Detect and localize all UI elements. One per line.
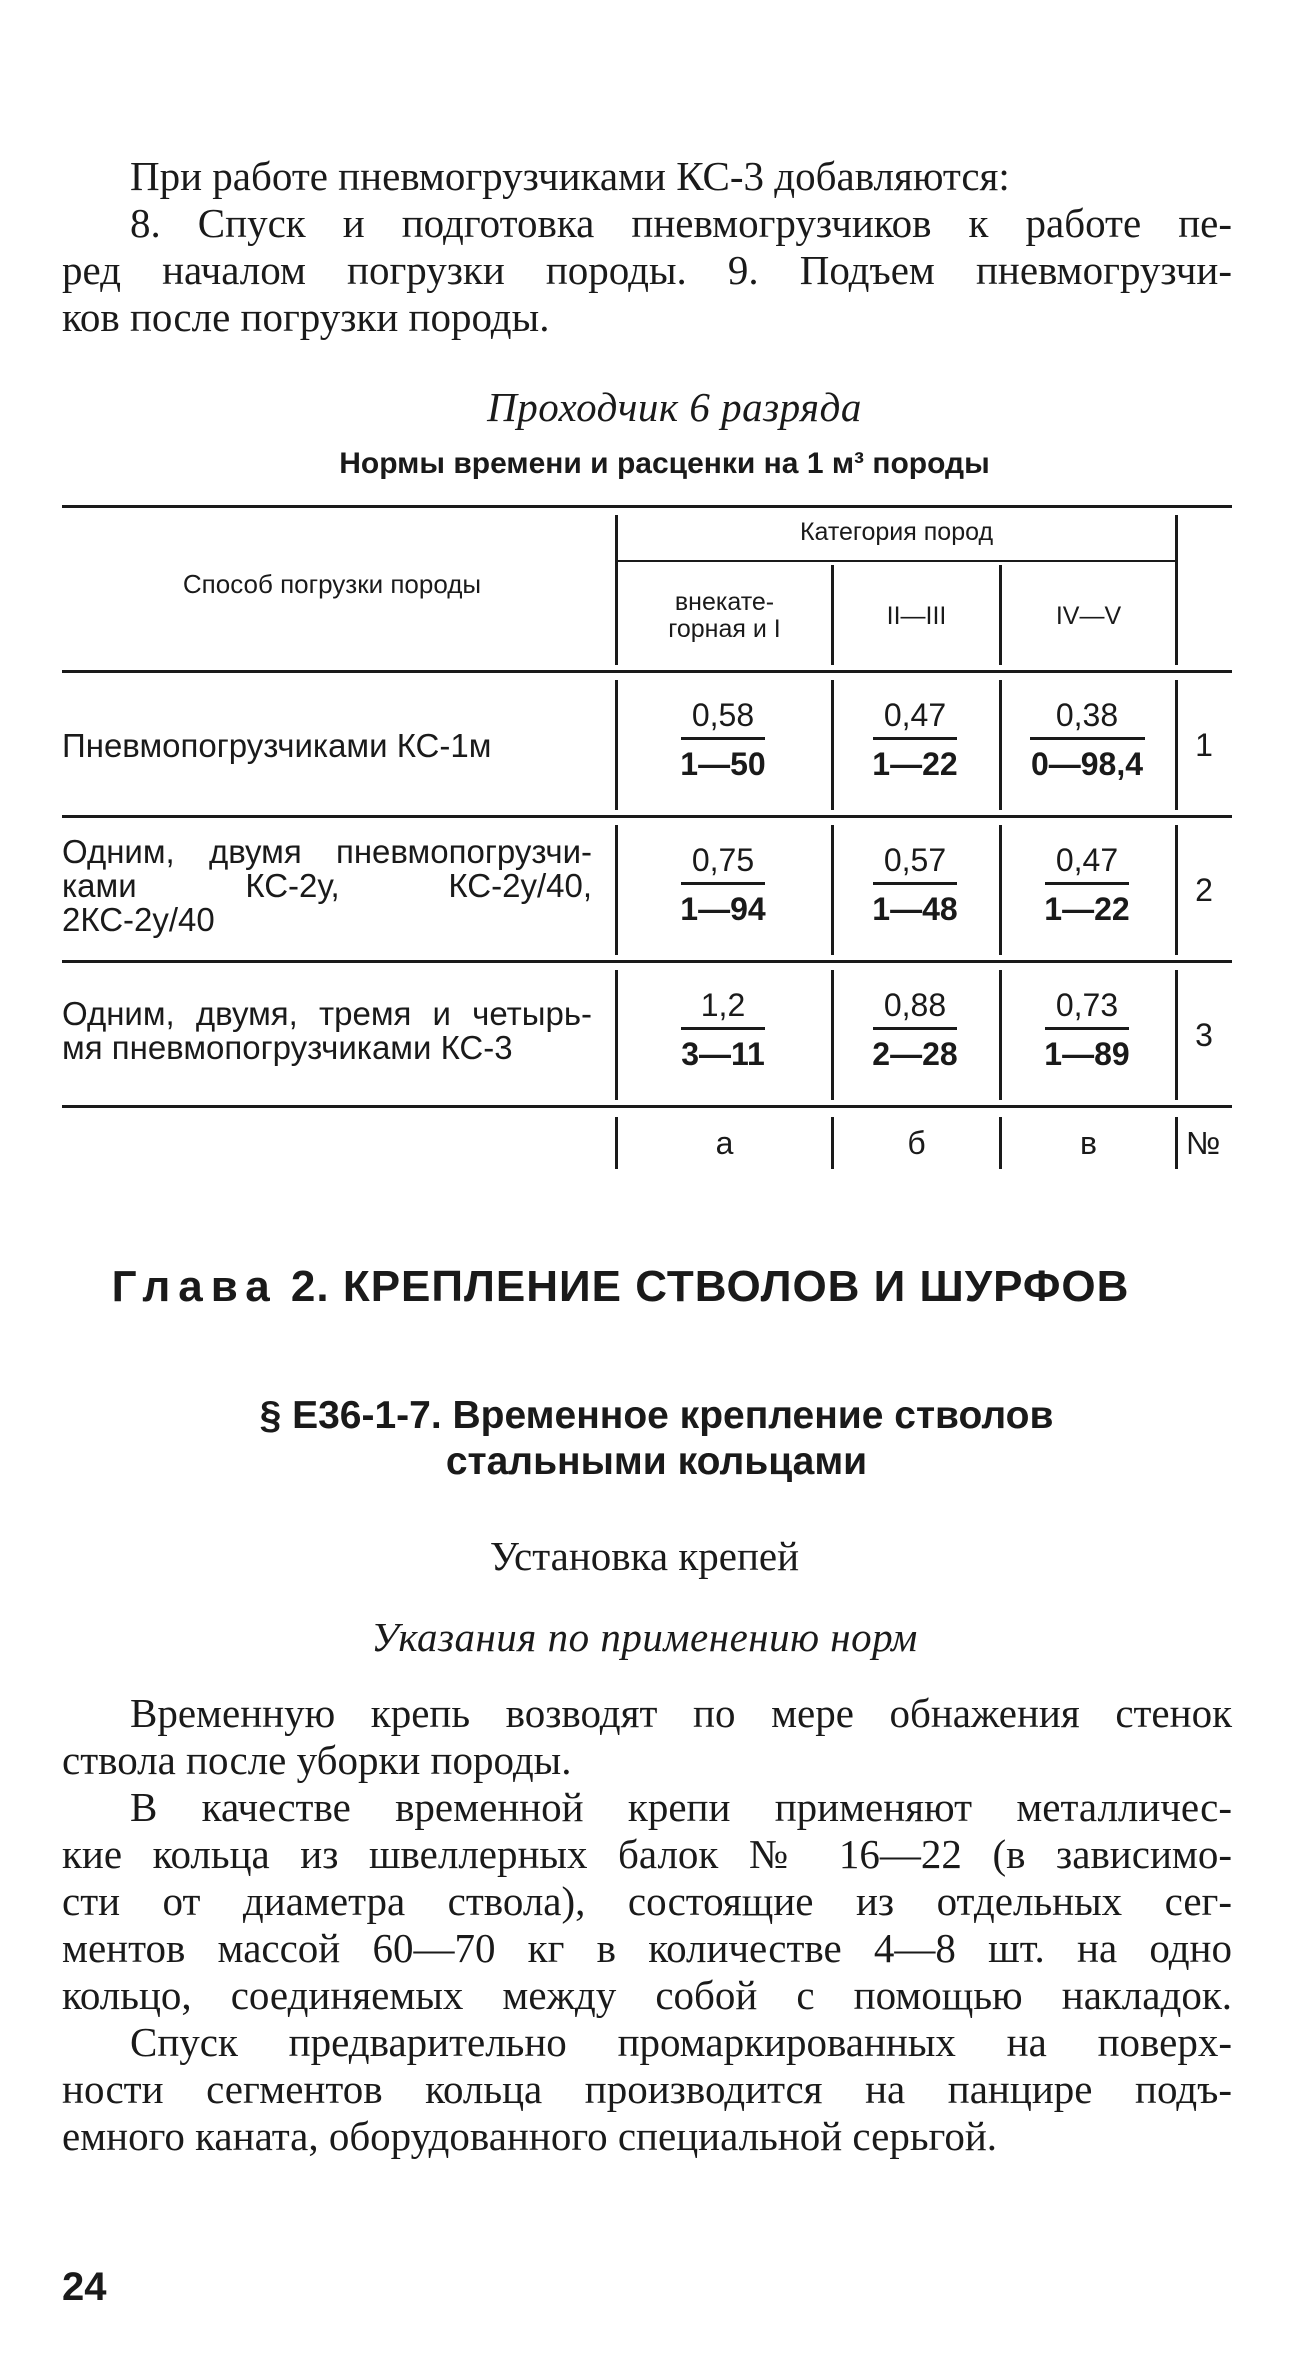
norms-table bbox=[62, 505, 1232, 1190]
rate: 3—11 bbox=[681, 1036, 765, 1072]
fraction-bar bbox=[1045, 1027, 1129, 1030]
fraction-bar bbox=[1030, 737, 1145, 740]
body-line: кольцо, соединяемых между собой с помощью накладок. bbox=[62, 1972, 1232, 2018]
chapter-heading bbox=[0, 1262, 1265, 1312]
table-caption: Нормы времени и расценки на 1 м³ породы bbox=[339, 447, 990, 480]
body-line: емного каната, оборудованного специальной серьгой. bbox=[62, 2113, 998, 2159]
category-underline bbox=[615, 560, 1175, 562]
fraction-bar bbox=[873, 882, 957, 885]
time-norm: 0,73 bbox=[1055, 987, 1119, 1023]
fraction-bar bbox=[873, 737, 957, 740]
table-header-rule bbox=[62, 670, 1232, 673]
rate: 1—22 bbox=[872, 746, 958, 782]
fraction-bar bbox=[681, 1027, 765, 1030]
intro-line: ков после погрузки породы. bbox=[62, 294, 550, 340]
row-label bbox=[62, 729, 592, 763]
row-number: 2 bbox=[1195, 872, 1213, 908]
table-top-rule bbox=[62, 505, 1232, 508]
norm-cell bbox=[648, 985, 798, 1074]
rate: 1—89 bbox=[1044, 1036, 1130, 1072]
row-label bbox=[62, 997, 592, 1065]
instructions-heading: Указания по применению норм bbox=[371, 1614, 918, 1660]
column-letter: а bbox=[715, 1125, 734, 1161]
rate: 0—98,4 bbox=[1030, 746, 1144, 782]
time-norm: 0,75 bbox=[691, 842, 755, 878]
row-label-line: мя пневмопогрузчиками КС-3 bbox=[62, 1029, 513, 1066]
row-label-line: ками КС-2у, КС-2у/40, bbox=[62, 867, 592, 904]
col-divider bbox=[999, 970, 1002, 1100]
fraction-bar bbox=[681, 882, 765, 885]
body-paragraph-3 bbox=[62, 2019, 1232, 2160]
body-line: Спуск предварительно промаркированных на поверх- bbox=[130, 2019, 1232, 2065]
subheader-a-line: горная и I bbox=[668, 615, 781, 643]
body-paragraph-2 bbox=[62, 1784, 1232, 2019]
subheader-c: IV—V bbox=[1055, 602, 1122, 630]
col-header-category: Категория пород bbox=[799, 518, 994, 546]
body-paragraph-1 bbox=[62, 1690, 1232, 1784]
section-heading bbox=[12, 1393, 1289, 1485]
norm-cell bbox=[1012, 695, 1162, 784]
time-norm: 0,47 bbox=[1055, 842, 1119, 878]
col-divider bbox=[831, 825, 834, 955]
fraction-bar bbox=[873, 1027, 957, 1030]
row-label-line: Одним, двумя пневмопогрузчи- bbox=[62, 833, 592, 870]
body-line: Временную крепь возводят по мере обнажения стенок bbox=[130, 1690, 1232, 1736]
time-norm: 0,47 bbox=[883, 697, 947, 733]
row-number: 3 bbox=[1195, 1017, 1213, 1053]
intro-line: 8. Спуск и подготовка пневмогрузчиков к работе пе- bbox=[130, 200, 1232, 246]
worker-heading: Проходчик 6 разряда bbox=[487, 384, 862, 430]
col-divider bbox=[615, 825, 618, 955]
time-norm: 0,57 bbox=[883, 842, 947, 878]
subheading: Установка крепей bbox=[489, 1533, 800, 1579]
col-divider bbox=[1175, 680, 1178, 810]
time-norm: 0,58 bbox=[691, 697, 755, 733]
chapter-title: 2. КРЕПЛЕНИЕ СТВОЛОВ И ШУРФОВ bbox=[290, 1262, 1130, 1311]
rate: 1—48 bbox=[872, 891, 958, 927]
col-divider bbox=[615, 970, 618, 1100]
norm-cell bbox=[840, 695, 990, 784]
norm-cell bbox=[840, 840, 990, 929]
row-label-line: Одним, двумя, тремя и четырь- bbox=[62, 995, 592, 1032]
section-line: § Е36-1-7. Временное крепление стволов bbox=[259, 1394, 1054, 1437]
col-divider bbox=[1175, 825, 1178, 955]
section-line: стальными кольцами bbox=[445, 1440, 868, 1483]
subheader-a-line: внекате- bbox=[674, 588, 775, 616]
body-line: кие кольца из швеллерных балок № 16—22 (в зависимо- bbox=[62, 1831, 1232, 1877]
column-no-mark: № bbox=[1185, 1125, 1221, 1161]
time-norm: 0,88 bbox=[883, 987, 947, 1023]
col-header-method: Способ погрузки породы bbox=[182, 569, 482, 599]
col-divider bbox=[999, 825, 1002, 955]
body-line: В качестве временной крепи применяют металличес- bbox=[130, 1784, 1232, 1830]
row-label-line: Пневмопогрузчиками КС-1м bbox=[62, 727, 492, 764]
rate: 2—28 bbox=[872, 1036, 958, 1072]
table-row-rule bbox=[62, 815, 1232, 818]
body-line: сти от диаметра ствола), состоящие из отдельных сег- bbox=[62, 1878, 1232, 1924]
col-divider bbox=[1175, 970, 1178, 1100]
chapter-prefix: Глава bbox=[111, 1262, 278, 1311]
column-letter: б bbox=[907, 1125, 926, 1161]
body-line: ности сегментов кольца производится на панцире подъ- bbox=[62, 2066, 1232, 2112]
col-divider bbox=[615, 680, 618, 810]
intro-line: При работе пневмогрузчиками КС-3 добавляются: bbox=[130, 153, 1010, 199]
rate: 1—50 bbox=[680, 746, 766, 782]
page-number: 24 bbox=[62, 2265, 107, 2309]
time-norm: 0,38 bbox=[1055, 697, 1119, 733]
norm-cell bbox=[1012, 840, 1162, 929]
row-label bbox=[62, 835, 592, 937]
table-bottom-rule bbox=[62, 1105, 1232, 1108]
intro-line: ред началом погрузки породы. 9. Подъем пневмогрузчи- bbox=[62, 247, 1232, 293]
subheader-a bbox=[618, 589, 831, 643]
table-row-rule bbox=[62, 960, 1232, 963]
norm-cell bbox=[648, 840, 798, 929]
col-divider bbox=[999, 680, 1002, 810]
col-divider bbox=[831, 680, 834, 810]
subheader-b: II—III bbox=[886, 602, 947, 630]
row-number: 1 bbox=[1195, 727, 1213, 763]
col-divider bbox=[1175, 515, 1178, 665]
norm-cell bbox=[648, 695, 798, 784]
rate: 1—22 bbox=[1044, 891, 1130, 927]
fraction-bar bbox=[681, 737, 765, 740]
row-label-line: 2КС-2у/40 bbox=[62, 901, 215, 938]
norm-cell bbox=[840, 985, 990, 1074]
body-line: ментов массой 60—70 кг в количестве 4—8 шт. на одно bbox=[62, 1925, 1232, 1971]
fraction-bar bbox=[1045, 882, 1129, 885]
column-letter: в bbox=[1080, 1125, 1097, 1161]
intro-paragraph bbox=[62, 153, 1232, 341]
rate: 1—94 bbox=[680, 891, 766, 927]
norm-cell bbox=[1012, 985, 1162, 1074]
body-line: ствола после уборки породы. bbox=[62, 1737, 572, 1783]
col-divider bbox=[831, 970, 834, 1100]
time-norm: 1,2 bbox=[700, 987, 746, 1023]
